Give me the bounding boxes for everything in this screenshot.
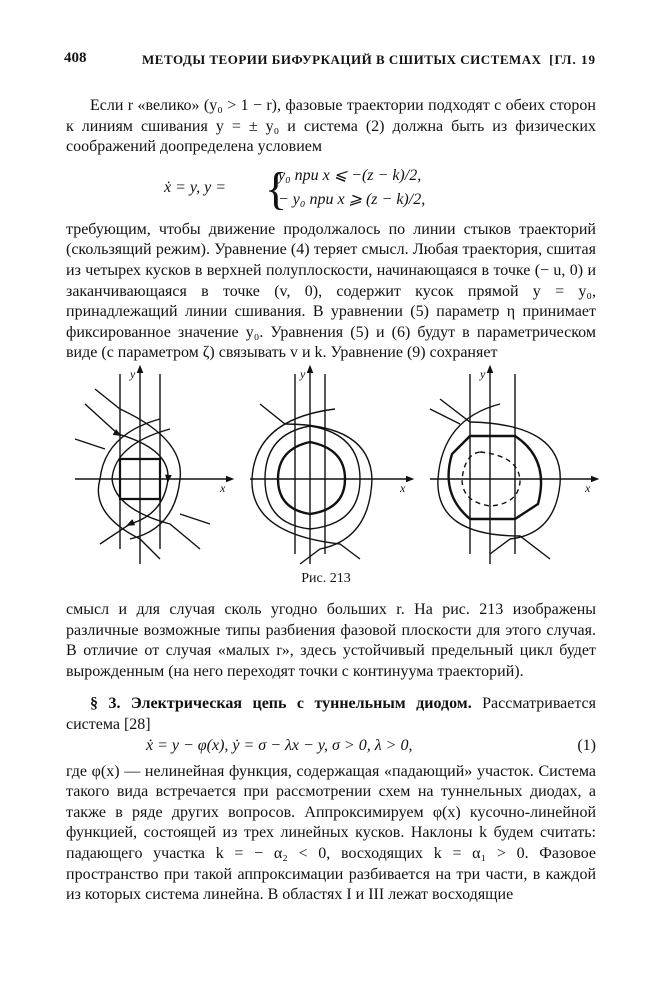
text-block-top [66,96,596,364]
formula-case-2: − y₀ при x ⩾ (z − k)/2, [278,190,426,208]
phase-portrait-1 [75,367,230,564]
axis-label-x-3: x [585,481,591,495]
axis-label-y-2: y [300,367,306,381]
equation-1-number: (1) [577,736,596,754]
phase-portrait-3 [430,367,595,564]
section-intro: Рассматривается система [28] [66,695,597,733]
running-header [64,50,596,72]
paragraph-2: требующим, чтобы движение продолжалось по линии стыков траекторий (скользящий режим). Уравнение (4) теряет смысл. Любая траектория, сшитая из четырех кусков в верхней полуплоскости, начинающаяся в точке (− u, 0) и заканчивающаяся в точке (v, 0), содержит кусок прямой y = y₀, принадлежащий линии сшивания. В уравнении (5) параметр η принимает фиксированное значение y₀. Уравнения (5) и (6) будут в параметрическом виде (с параметром ζ) связывать v и k. Уравнение (9) сохраняет [66,220,596,362]
text-block-bottom [66,600,596,906]
formula-lhs: ẋ = y, y = [164,178,227,196]
chapter-label: [ГЛ. 19 [549,52,596,67]
section-title: § 3. Электрическая цепь с туннельным диодом. [90,695,472,713]
paragraph-4: где φ(x) — нелинейная функция, содержащая «падающий» участок. Система такого вида встречается при рассмотрении схем на туннельных диодах, а также в ряде других вопросов. Аппроксимируем φ(x) кусочно-линейной функцией, состоящей из трех линейных кусков. Наклоны k будем считать: падающего участка k = − α₂ < 0, восходящих k = α₁ > 0. Фазовое пространство при такой аппроксимации разбивается на три части, в каждой из которых система линейна. В областях I и III лежат восходящие [66,762,596,904]
phase-portrait-2 [250,367,410,564]
formula-sliding [66,164,596,216]
section-paragraph [66,694,596,735]
page-number: 408 [64,50,87,66]
running-title: МЕТОДЫ ТЕОРИИ БИФУРКАЦИЙ В СШИТЫХ СИСТЕМАХ [142,52,542,67]
equation-1 [66,736,596,758]
paragraph-3: смысл и для случая сколь угодно больших r. На рис. 213 изображены различные возможные типы разбиения фазовой плоскости для этого случая. В отличие от случая «малых r», здесь устойчивый предельный цикл будет вырожденным (на него переходят точки с континуума траекторий). [66,601,596,680]
axis-label-x-2: x [400,481,406,495]
equation-1-body: ẋ = y − φ(x), ẏ = σ − λx − y, σ > 0, λ > 0, [146,736,413,754]
figure-213 [60,364,600,574]
paragraph-1: Если r «велико» (y₀ > 1 − r), фазовые траектории подходят с обеих сторон к линиям сшивания y = ± y₀ и система (2) должна быть из физических соображений доопределена условием [66,97,596,156]
axis-label-y-3: y [480,367,486,381]
figure-caption: Рис. 213 [301,571,351,586]
axis-label-x-1: x [220,481,226,495]
formula-case-1: y₀ при x ⩽ −(z − k)/2, [278,166,422,184]
brace-icon: { [265,162,288,214]
axis-label-y-1: y [130,367,136,381]
